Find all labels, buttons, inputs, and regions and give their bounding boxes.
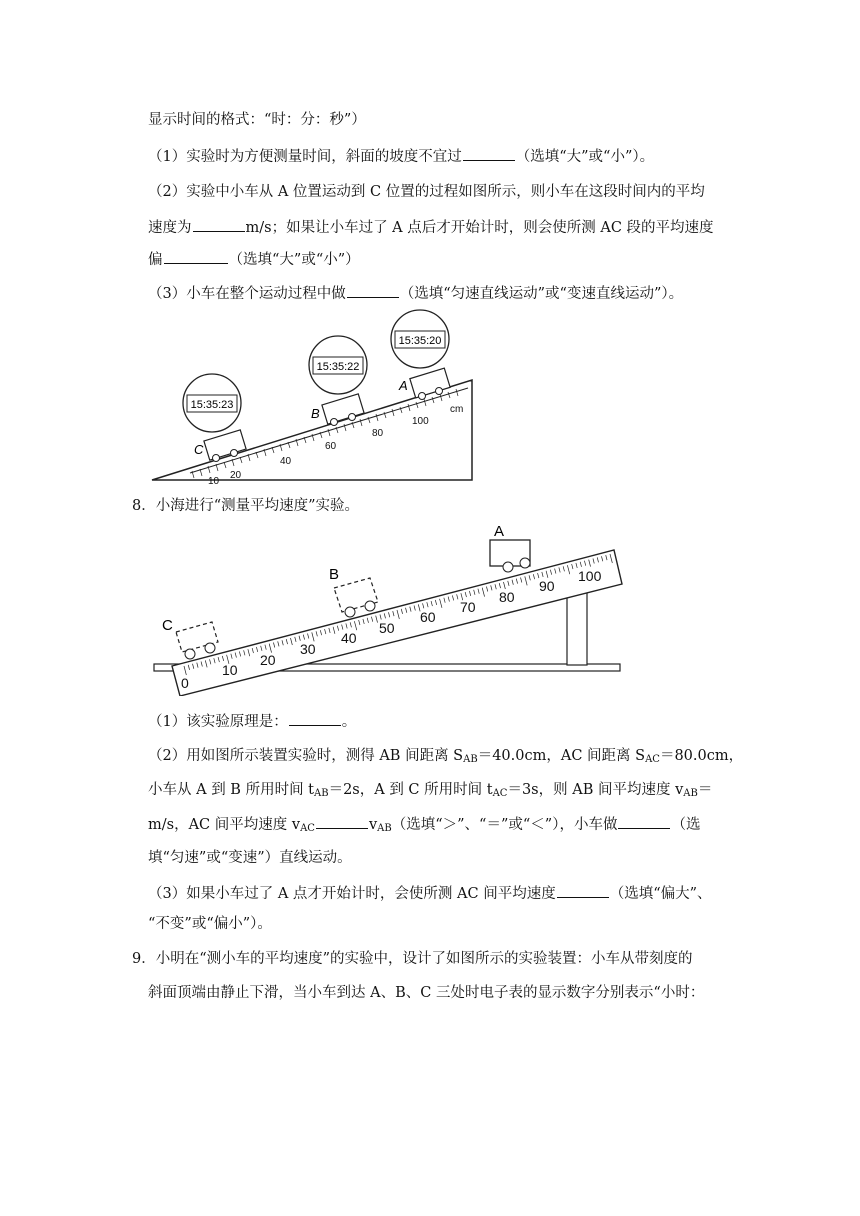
q8-part2-line2 bbox=[148, 780, 712, 804]
q7-part2-line3 bbox=[148, 249, 360, 270]
scale-unit: cm bbox=[450, 404, 464, 415]
subscript: AC bbox=[300, 823, 315, 834]
answer-blank[interactable] bbox=[347, 283, 399, 298]
text: ＝40.0cm，AC 间距离 S bbox=[477, 748, 646, 764]
subscript: AB bbox=[377, 823, 392, 834]
answer-blank[interactable] bbox=[557, 883, 609, 898]
answer-blank[interactable] bbox=[463, 146, 515, 161]
subscript: AB bbox=[683, 788, 698, 799]
text: （3）如果小车过了 A 点才开始计时，会使所测 AC 间平均速度 bbox=[148, 886, 556, 902]
label-a: A bbox=[494, 523, 505, 540]
ruler-label: 40 bbox=[341, 630, 357, 646]
inclined-ruler bbox=[172, 550, 622, 696]
ruler-label: 10 bbox=[222, 662, 238, 678]
text: m/s，AC 间平均速度 v bbox=[148, 817, 301, 833]
q9-line2: 斜面顶端由静止下滑，当小车到达 A、B、C 三处时电子表的显示数字分别表示“小时： bbox=[148, 985, 705, 1001]
subscript: AB bbox=[314, 788, 329, 799]
label-c: C bbox=[194, 442, 204, 457]
subscript: AC bbox=[645, 754, 660, 765]
ruler-label: 30 bbox=[300, 641, 316, 657]
cart-c-dashed bbox=[176, 622, 218, 659]
q7-part1 bbox=[148, 146, 654, 167]
answer-blank[interactable] bbox=[193, 217, 245, 232]
text: ＝ bbox=[697, 782, 713, 798]
q8-incline-figure bbox=[150, 520, 625, 696]
clock-c-time: 15:35:23 bbox=[190, 399, 234, 411]
answer-blank[interactable] bbox=[164, 249, 228, 264]
q8-part2-line1 bbox=[148, 746, 743, 770]
text: （选填“＞”、“＝”或“＜”），小车做 bbox=[391, 817, 618, 833]
q8-part3-line2: “不变”或“偏小”）。 bbox=[148, 916, 272, 932]
q8-part3-line1 bbox=[148, 883, 712, 904]
clock-b bbox=[309, 336, 367, 394]
q8-part1-end: 。 bbox=[341, 714, 357, 730]
answer-blank[interactable] bbox=[618, 814, 670, 829]
q8-part1-text: （1）该实验原理是： bbox=[148, 714, 288, 730]
label-b: B bbox=[329, 566, 340, 583]
text: ＝80.0cm， bbox=[659, 748, 744, 764]
cart-b-dashed bbox=[334, 578, 378, 617]
q8-part2-line3 bbox=[148, 814, 700, 839]
clock-c bbox=[183, 374, 241, 432]
clock-b-time: 15:35:22 bbox=[316, 361, 360, 373]
q7-intro-tail: 显示时间的格式：“时：分：秒”） bbox=[148, 112, 366, 128]
q7-part3 bbox=[148, 283, 683, 304]
q7-part1-text: （1）实验时为方便测量时间，斜面的坡度不宜过 bbox=[148, 149, 462, 165]
q7-part2-option: （选填“大”或“小”） bbox=[228, 252, 360, 268]
subscript: AB bbox=[463, 754, 478, 765]
q7-part3-option: （选填“匀速直线运动”或“变速直线运动”）。 bbox=[399, 286, 684, 302]
scale-label: 20 bbox=[230, 470, 242, 481]
q7-incline-figure bbox=[150, 308, 480, 486]
scale-label: 80 bbox=[372, 428, 384, 439]
q9-line1: 9．小明在“测小车的平均速度”的实验中，设计了如图所示的实验装置：小车从带刻度的 bbox=[132, 951, 693, 967]
q8-part2-line4: 填“匀速”或“变速”）直线运动。 bbox=[148, 850, 352, 866]
ruler-label: 100 bbox=[578, 568, 602, 584]
cart-a bbox=[490, 540, 530, 572]
ruler-label: 60 bbox=[420, 609, 436, 625]
ruler-label: 80 bbox=[499, 589, 515, 605]
answer-blank[interactable] bbox=[289, 711, 341, 726]
q7-part2-line2 bbox=[148, 217, 714, 238]
ruler-label: 50 bbox=[379, 620, 395, 636]
text: v bbox=[368, 817, 378, 833]
clock-a-time: 15:35:20 bbox=[398, 335, 442, 347]
q7-part2-text: m/s；如果让小车过了 A 点后才开始计时，则会使所测 AC 段的平均速度 bbox=[245, 220, 714, 236]
label-b: B bbox=[311, 406, 320, 421]
text: 小车从 A 到 B 所用时间 t bbox=[148, 782, 314, 798]
text: ＝2s，A 到 C 所用时间 t bbox=[328, 782, 493, 798]
q7-part2-text: 速度为 bbox=[148, 220, 192, 236]
text: （选 bbox=[671, 817, 701, 833]
clock-a bbox=[391, 310, 449, 368]
q7-part3-text: （3）小车在整个运动过程中做 bbox=[148, 286, 346, 302]
subscript: AC bbox=[492, 788, 508, 799]
q8-part1 bbox=[148, 711, 356, 732]
ruler-label: 20 bbox=[260, 652, 276, 668]
label-a: A bbox=[399, 378, 408, 393]
text: （选填“偏大”、 bbox=[609, 886, 712, 902]
scale-label: 60 bbox=[325, 441, 337, 452]
q8-stem: 8．小海进行“测量平均速度”实验。 bbox=[132, 498, 360, 514]
ruler-label: 70 bbox=[460, 599, 476, 615]
ruler-label: 0 bbox=[181, 675, 189, 691]
text: （2）用如图所示装置实验时，测得 AB 间距离 S bbox=[148, 748, 464, 764]
q7-part2-line1: （2）实验中小车从 A 位置运动到 C 位置的过程如图所示，则小车在这段时间内的平均 bbox=[148, 184, 705, 200]
ruler-label: 90 bbox=[539, 578, 555, 594]
scale-label: 10 bbox=[208, 476, 220, 486]
q7-part1-option: （选填“大”或“小”）。 bbox=[515, 149, 655, 165]
answer-blank[interactable] bbox=[316, 814, 368, 829]
scale-label: 40 bbox=[280, 456, 292, 467]
support-post bbox=[567, 588, 587, 665]
text: ＝3s，则 AB 间平均速度 v bbox=[507, 782, 684, 798]
label-c: C bbox=[162, 617, 173, 634]
scale-label: 100 bbox=[412, 416, 429, 427]
q7-part2-text: 偏 bbox=[148, 252, 163, 268]
